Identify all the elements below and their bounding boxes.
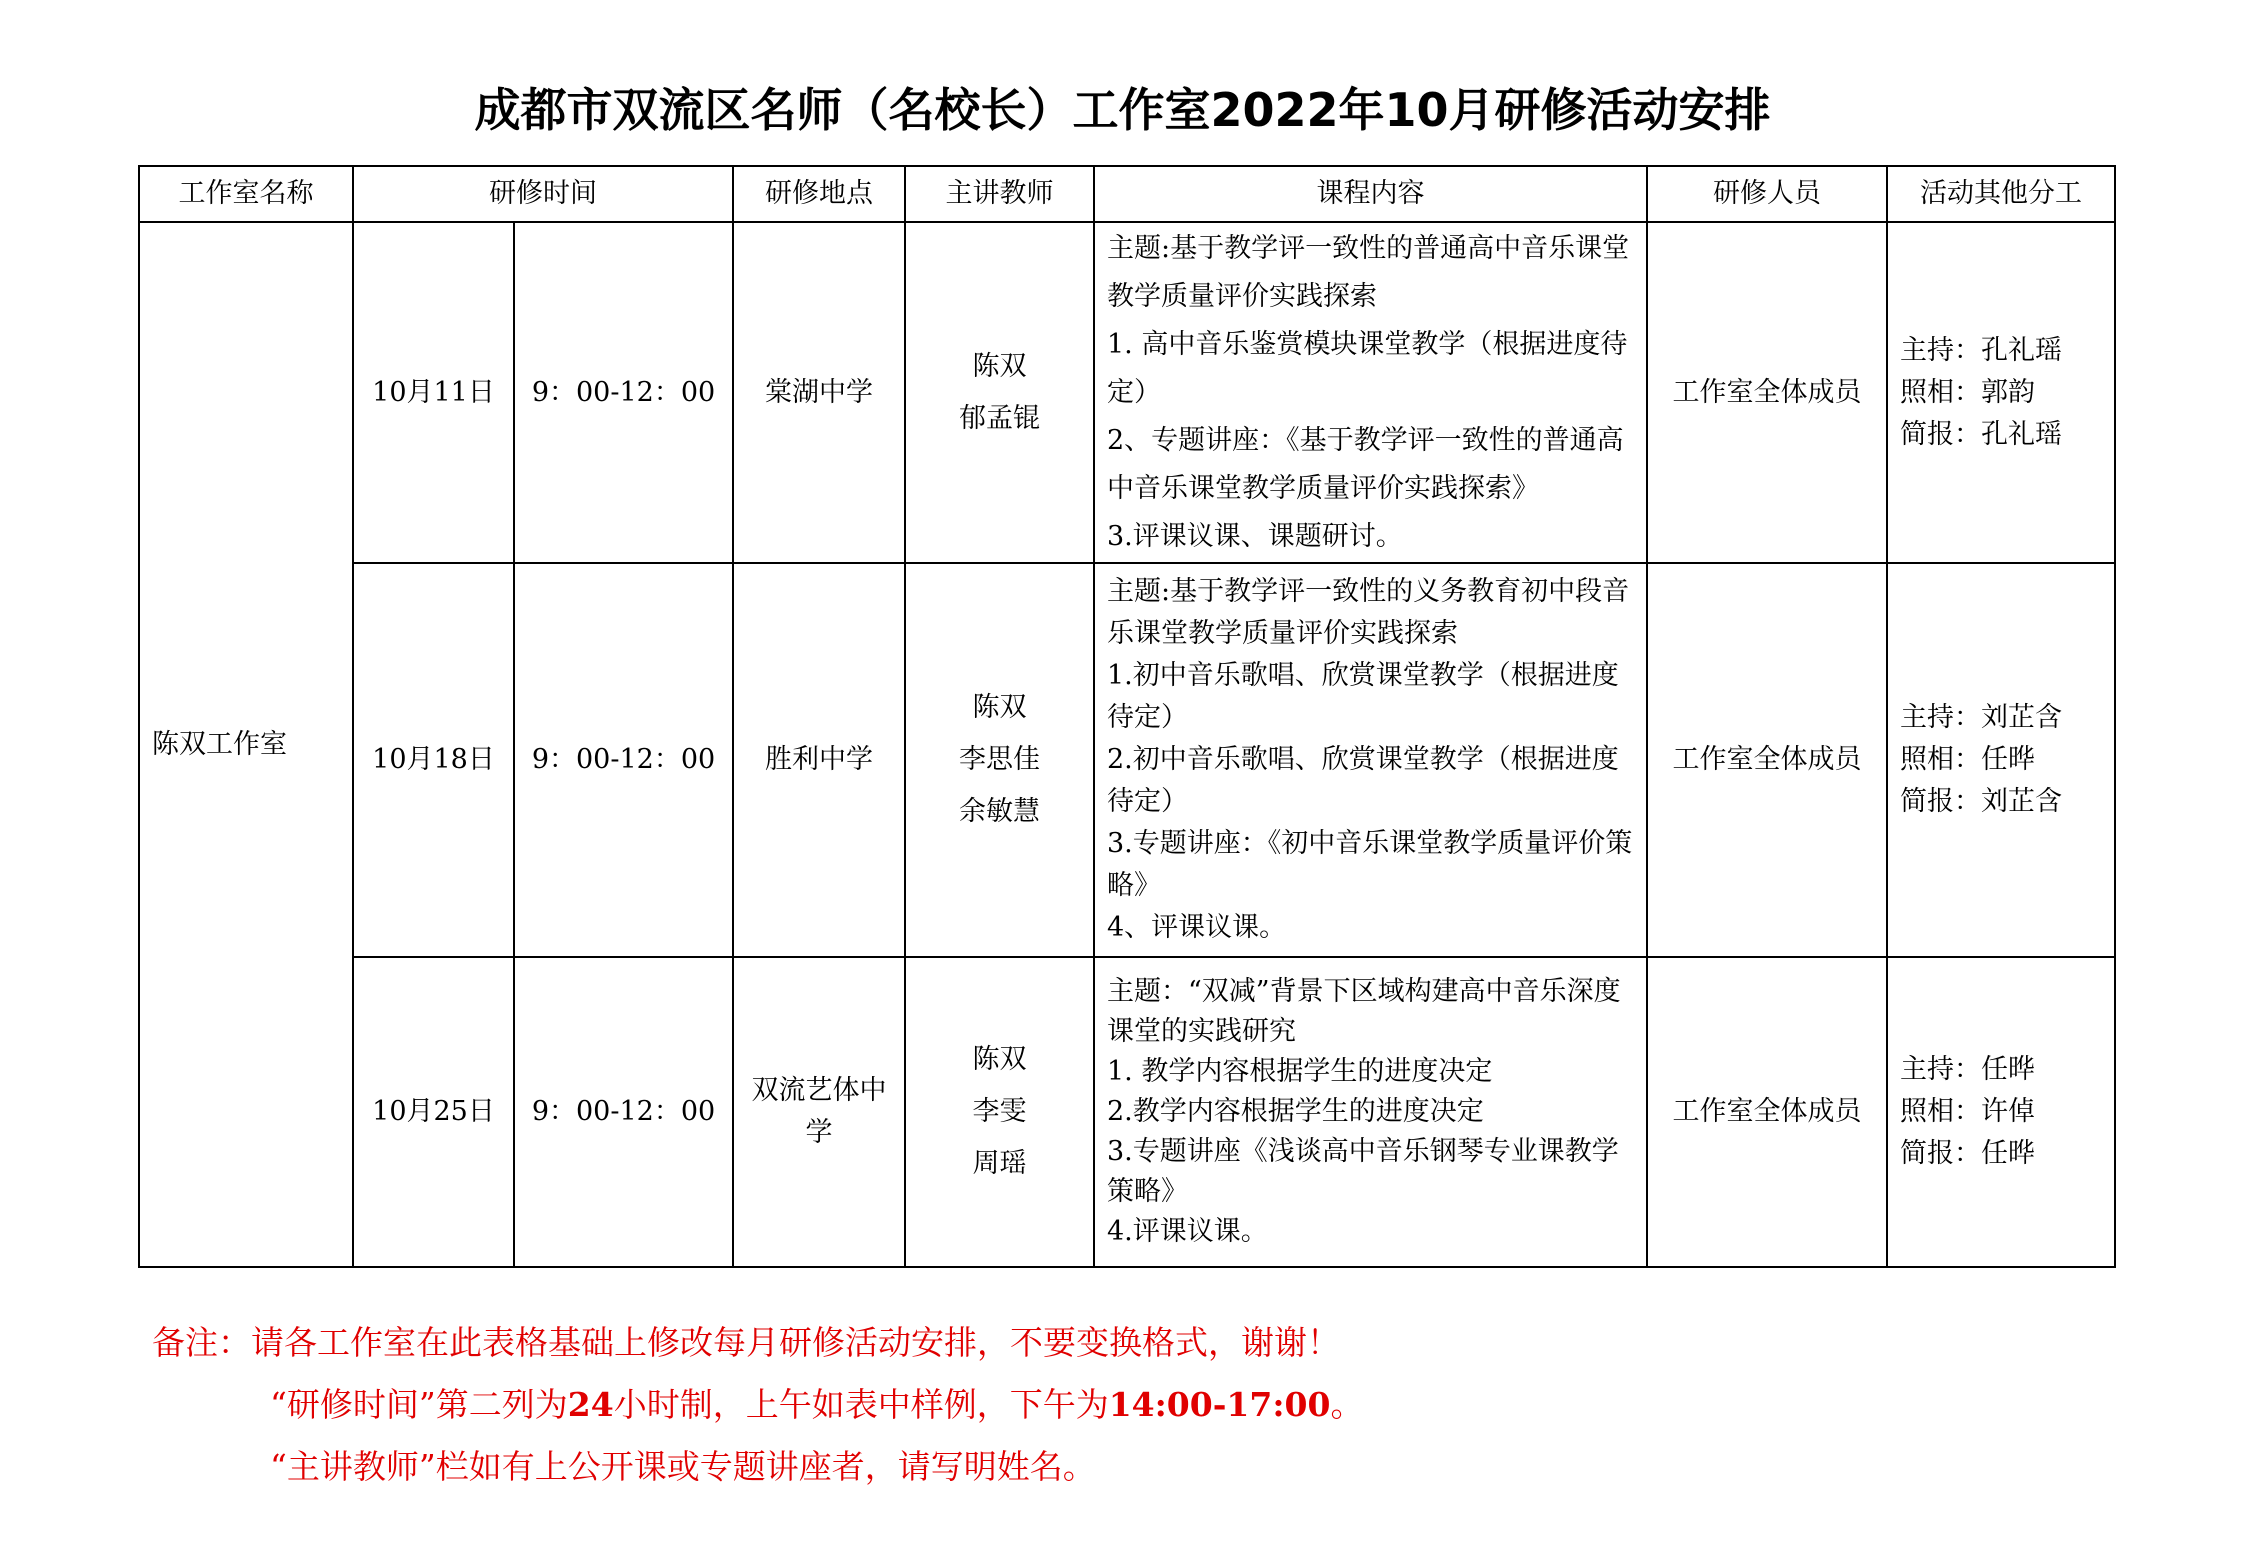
note-text: “研修时间”第二列为 [270,1385,568,1424]
note-line-1: 备注：请各工作室在此表格基础上修改每月研修活动安排，不要变换格式，谢谢！ [152,1323,1340,1362]
teacher-name: 李思佳 [959,744,1040,775]
header-participants: 研修人员 [1647,166,1887,222]
header-content: 课程内容 [1094,166,1647,222]
header-roles: 活动其他分工 [1887,166,2115,222]
date-cell: 10月18日 [353,563,514,957]
table-row [139,957,2115,1267]
date-cell: 10月11日 [353,222,514,563]
content-item: 4.评课议课。 [1107,1216,1268,1247]
role-photo: 照相：许倬 [1900,1096,2035,1127]
participants-cell: 工作室全体成员 [1647,222,1887,563]
teacher-name: 郁孟锟 [959,402,1040,434]
note-emphasis: 14:00-17:00 [1108,1385,1331,1424]
role-host: 主持：刘芷含 [1900,702,2062,733]
content-cell [1094,222,1647,563]
time-cell: 9：00-12：00 [514,957,733,1267]
role-host: 主持：孔礼瑶 [1900,334,2062,366]
content-item: 1. 高中音乐鉴赏模块课堂教学（根据进度待定） [1107,328,1628,408]
place-cell: 棠湖中学 [733,222,905,563]
content-cell [1094,563,1647,957]
content-item: 2.教学内容根据学生的进度决定 [1107,1096,1484,1127]
page-title: 成都市双流区名师（名校长）工作室2022年10月研修活动安排 [474,83,1771,137]
teacher-cell [905,222,1094,563]
note-line-2 [270,1380,1363,1430]
note-text: 小时制，上午如表中样例，下午为 [613,1385,1109,1424]
role-report: 简报：任晔 [1900,1138,2035,1169]
content-item: 3.评课议课、课题研讨。 [1107,520,1403,552]
role-report: 简报：刘芷含 [1900,786,2062,817]
teacher-name: 陈双 [972,1044,1027,1075]
time-cell: 9：00-12：00 [514,563,733,957]
date-cell: 10月25日 [353,957,514,1267]
roles-cell [1887,957,2115,1267]
teacher-name: 陈双 [972,692,1027,723]
header-teacher: 主讲教师 [905,166,1094,222]
content-item: 2.初中音乐歌唱、欣赏课堂教学（根据进度待定） [1107,744,1619,817]
content-item: 1. 教学内容根据学生的进度决定 [1107,1056,1493,1087]
content-theme: 主题:基于教学评一致性的义务教育初中段音乐课堂教学质量评价实践探索 [1107,576,1630,649]
header-place: 研修地点 [733,166,905,222]
table-row [139,222,2115,563]
place-cell: 胜利中学 [733,563,905,957]
participants-cell: 工作室全体成员 [1647,957,1887,1267]
content-item: 2、专题讲座：《基于教学评一致性的普通高中音乐课堂教学质量评价实践探索》 [1107,424,1624,504]
participants-cell: 工作室全体成员 [1647,563,1887,957]
content-theme: 主题:基于教学评一致性的普通高中音乐课堂教学质量评价实践探索 [1107,232,1630,312]
place-cell: 双流艺体中学 [733,957,905,1267]
teacher-cell [905,563,1094,957]
roles-cell [1887,563,2115,957]
content-item: 4、评课议课。 [1107,912,1287,943]
teacher-name: 陈双 [972,350,1027,382]
table-header-row [139,166,2115,222]
role-report: 简报：孔礼瑶 [1900,418,2062,450]
note-line-3: “主讲教师”栏如有上公开课或专题讲座者，请写明姓名。 [270,1447,1096,1486]
content-item: 3.专题讲座《浅谈高中音乐钢琴专业课教学策略》 [1107,1136,1619,1207]
content-item: 1.初中音乐歌唱、欣赏课堂教学（根据进度待定） [1107,660,1619,733]
content-theme: 主题：“双减”背景下区域构建高中音乐深度课堂的实践研究 [1107,976,1621,1047]
teacher-name: 李雯 [972,1096,1027,1127]
role-host: 主持：任晔 [1900,1054,2035,1085]
teacher-cell [905,957,1094,1267]
role-photo: 照相：任晔 [1900,744,2035,775]
teacher-name: 余敏慧 [959,796,1040,827]
roles-cell [1887,222,2115,563]
table-row [139,563,2115,957]
note-text: 。 [1330,1385,1364,1424]
content-cell [1094,957,1647,1267]
time-cell: 9：00-12：00 [514,222,733,563]
header-time: 研修时间 [353,166,733,222]
studio-name-cell: 陈双工作室 [139,222,353,1267]
role-photo: 照相：郭韵 [1900,376,2035,408]
content-item: 3.专题讲座：《初中音乐课堂教学质量评价策略》 [1107,828,1633,901]
teacher-name: 周瑶 [972,1148,1027,1179]
note-emphasis: 24 [567,1385,614,1424]
header-studio: 工作室名称 [139,166,353,222]
activity-table [138,165,2116,1268]
